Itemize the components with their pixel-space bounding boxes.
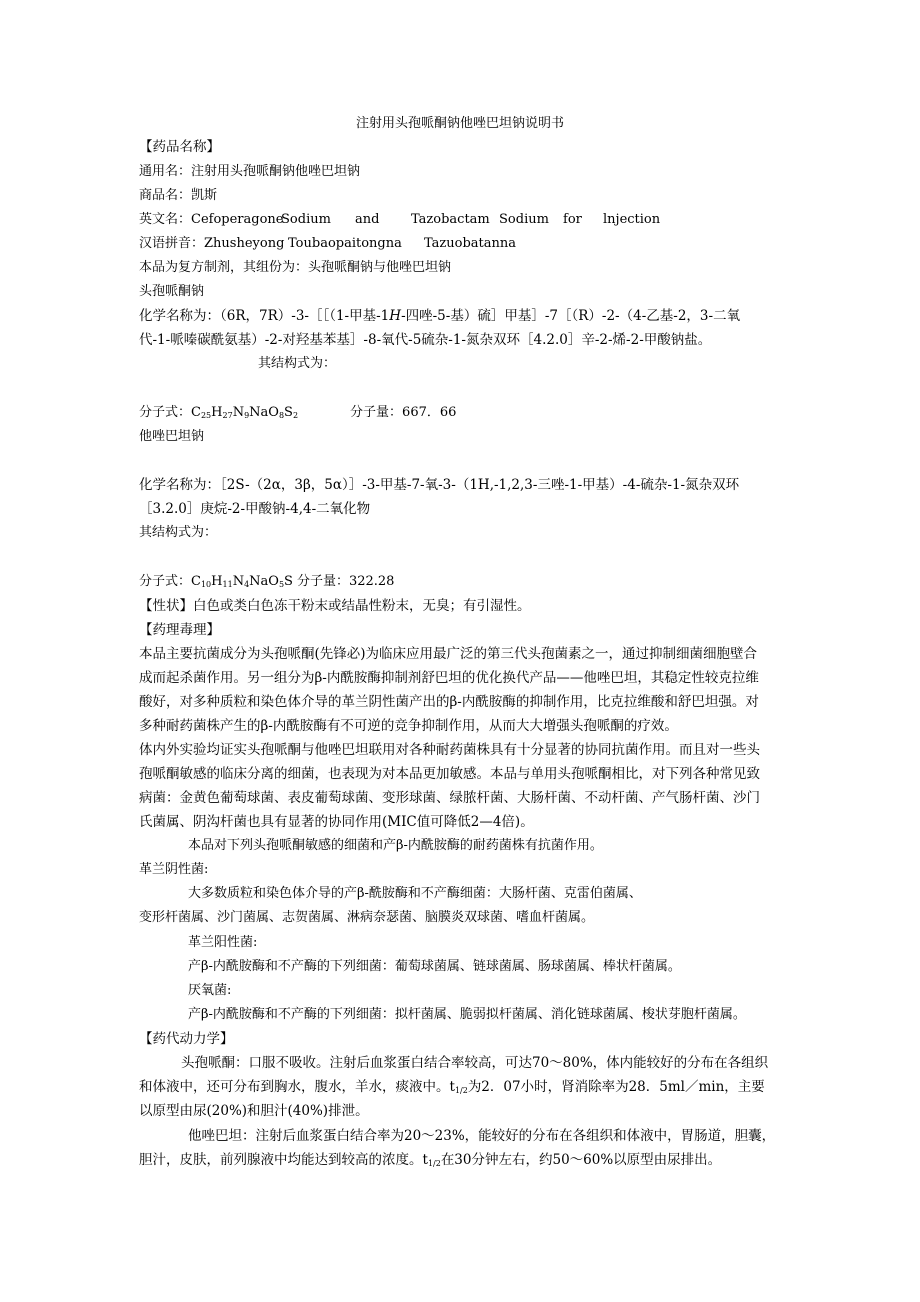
pharmacology-p2-line: 体内外实验均证实头孢哌酮与他唑巴坦联用对各种耐药菌株具有十分显著的协同抗菌作用。而且对一些头 (139, 742, 760, 758)
generic-name: 通用名：注射用头孢哌酮钠他唑巴坦钠 (139, 164, 361, 179)
formula-label: 分子式： (139, 405, 192, 420)
anaerobe-text: 产β-内酰胺酶和不产酶的下列细菌：拟杆菌属、脆弱拟杆菌属、消化链球菌属、梭状芽胞杆菌属。 (188, 1007, 746, 1022)
pharmacology-p3: 本品对下列头孢哌酮敏感的细菌和产β-内酰胺酶的耐药菌株有抗菌作用。 (188, 838, 603, 853)
molecular-formula: $C_{25}H_{27}N_9NaO_8S_2$ (191, 405, 299, 420)
chem-text: 化学名称为：（6R，7R）-3-［［（1-甲基-1 (139, 308, 390, 324)
composition: 本品为复方制剂，其组份为：头孢哌酮钠与他唑巴坦钠 (139, 260, 452, 275)
pk-cefoperazone-line1: 头孢哌酮：口服不吸收。注射后血浆蛋白结合率较高，可达70～80%，体内能较好的分布在各组织 (181, 1055, 769, 1071)
properties-text: 白色或类白色冻干粉末或结晶性粉末，无臭；有引湿性。 (193, 598, 531, 614)
properties-heading: 【性状】 (139, 598, 193, 614)
english-label: 英文名： (139, 212, 192, 227)
pk-cefoperazone-line3: 以原型由尿(20%)和胆汁(40%)排泄。 (139, 1103, 369, 1119)
pinyin-name (139, 236, 789, 252)
gram-positive-label: 革兰阳性菌: (188, 935, 258, 950)
molecular-formula: $C_{10}H_{11}N_4NaO_5S$ (191, 574, 293, 589)
pk-tazobactam-line1: 他唑巴坦：注射后血浆蛋白结合率为20～23%，能较好的分布在各组织和体液中，胃肠道，胆囊， (188, 1128, 776, 1144)
english-name (139, 212, 789, 228)
pharmacology-p1-line: 成而起杀菌作用。另一组分为β-内酰胺酶抑制剂舒巴坦的优化换代产品——他唑巴坦，其稳定性较克拉维 (139, 670, 759, 686)
gram-negative-label: 革兰阴性菌: (139, 862, 209, 877)
gram-negative-line1: 大多数质粒和染色体介导的产β-酰胺酶和不产酶细菌：大肠杆菌、克雷伯菌属、 (188, 886, 642, 901)
pharmacology-p1-line: 本品主要抗菌成分为头孢哌酮(先锋必)为临床应用最广泛的第三代头孢菌素之一，通过抑制细菌细胞壁合 (139, 646, 758, 662)
english-word: and (355, 212, 380, 227)
pharmacology-p2-line: 病菌：金黄色葡萄球菌、表皮葡萄球菌、变形球菌、绿脓杆菌、大肠杆菌、不动杆菌、产气肠杆菌、沙门 (139, 790, 760, 806)
tazobactam-structure-label: 其结构式为： (139, 525, 218, 540)
molecular-weight: 分子量：667．66 (350, 405, 457, 420)
pk-cefoperazone-line2 (139, 1079, 789, 1095)
pharmacokinetics-heading: 【药代动力学】 (139, 1031, 234, 1047)
english-word: Sodium (499, 212, 549, 227)
pharmacology-p1-line: 酸好，对多种质粒和染色体介导的革兰阴性菌产出的β-内酰胺酶的抑制作用，比克拉维酸和舒巴坦强。对 (139, 694, 759, 710)
tazobactam-name: 他唑巴坦钠 (139, 429, 205, 444)
chem-text: -四唑-5-基）硫］甲基］-7［（R）-2-（4-乙基-2，3-二氧 (401, 308, 741, 324)
half-life-subscript: 1/2 (454, 1086, 468, 1095)
english-word: lnjection (603, 212, 661, 227)
gram-negative-line2: 变形杆菌属、沙门菌属、志贺菌属、淋病奈瑟菌、脑膜炎双球菌、嗜血杆菌属。 (139, 910, 595, 925)
half-life-subscript: 1/2 (427, 1159, 441, 1168)
molecular-weight: 分子量：322.28 (296, 574, 395, 589)
cefoperazone-chem-name-line2: 代-1-哌嗪碳酰氨基）-2-对羟基苯基］-8-氧代-5硫杂-1-氮杂双环［4.2.0］辛-2-烯-2-甲酸钠盐。 (139, 332, 712, 348)
chem-text-italic: H (389, 308, 402, 324)
tazobactam-chem-name-line2: ［3.2.0］庚烷-2-甲酸钠-4,4-二氧化物 (139, 501, 371, 517)
cefoperazone-formula-line (139, 405, 789, 421)
pharmacology-p2-line: 孢哌酮敏感的临床分离的细菌，也表现为对本品更加敏感。本品与单用头孢哌酮相比，对下列各种常见致 (139, 766, 760, 782)
anaerobe-label: 厌氧菌: (188, 983, 232, 998)
english-word: Tazobactam (411, 212, 490, 227)
cefoperazone-structure-label: 其结构式为： (258, 356, 337, 371)
tazobactam-formula-line (139, 574, 789, 590)
pinyin-word: Zhusheyong (204, 236, 285, 251)
tazobactam-chem-name-line1: 化学名称为：［2S-（2α，3β，5α）］-3-甲基-7-氧-3-（1H,-1,2,3-三唑-1-甲基）-4-硫杂-1-氮杂双环 (139, 477, 740, 493)
pk-text: 胆汁，皮肤，前列腺液中均能达到较高的浓度。t (139, 1152, 428, 1168)
cefoperazone-chem-name-line1 (139, 308, 789, 324)
pk-text: 在30分钟左右，约50～60%以原型由尿排出。 (440, 1152, 722, 1168)
pk-text: 和体液中，还可分布到胸水，腹水，羊水，痰液中。t (139, 1079, 455, 1095)
english-word: Sodium (281, 212, 331, 227)
pk-tazobactam-line2 (139, 1152, 789, 1168)
english-word: Cefoperagone (191, 212, 284, 227)
properties-line (139, 598, 789, 614)
pinyin-label: 汉语拼音： (139, 236, 205, 251)
english-word: for (563, 212, 582, 227)
formula-label: 分子式： (139, 574, 192, 589)
pk-text: 为2．07小时，肾消除率为28．5ml／min，主要 (467, 1079, 765, 1095)
gram-positive-text: 产β-内酰胺酶和不产酶的下列细菌：葡萄球菌属、链球菌属、肠球菌属、棒状杆菌属。 (188, 959, 681, 974)
pharmacology-p2-line: 氏菌属、阴沟杆菌也具有显著的协同作用(MIC值可降低2—4倍)。 (139, 814, 534, 830)
drug-name-heading: 【药品名称】 (139, 139, 220, 155)
pinyin-word: Tazuobatanna (424, 236, 517, 251)
pinyin-word: Toubaopaitongna (288, 236, 402, 251)
pharmacology-heading: 【药理毒理】 (139, 622, 220, 638)
pharmacology-p1-line: 多种耐药菌株产生的β-内酰胺酶有不可逆的竞争抑制作用，从而大大增强头孢哌酮的疗效。 (139, 718, 678, 734)
cefoperazone-name: 头孢哌酮钠 (139, 284, 205, 299)
document-title: 注射用头孢哌酮钠他唑巴坦钠说明书 (355, 116, 564, 131)
trade-name: 商品名：凯斯 (139, 188, 218, 203)
